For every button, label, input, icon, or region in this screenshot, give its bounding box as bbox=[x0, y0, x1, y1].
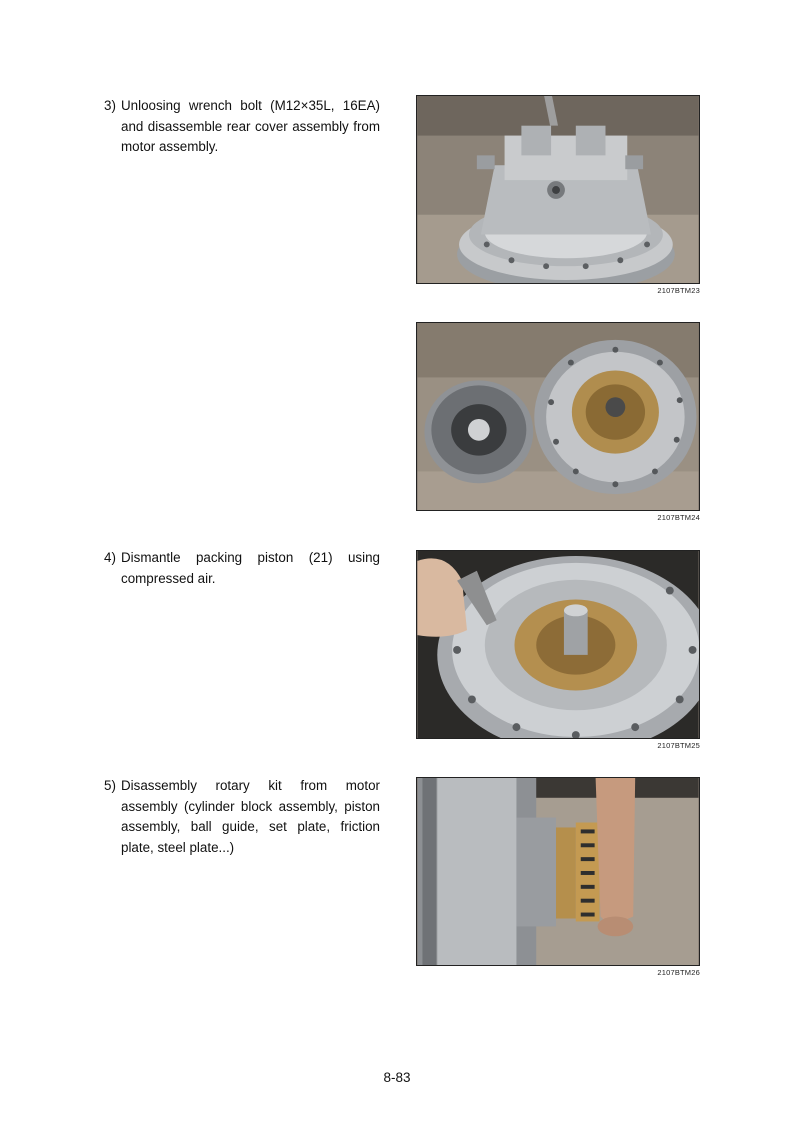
figure-caption: 2107BTM24 bbox=[657, 513, 700, 522]
figure-caption: 2107BTM26 bbox=[657, 968, 700, 977]
step-4-number: 4) bbox=[104, 550, 116, 565]
step-4-text: Dismantle packing piston (21) using compressed air. bbox=[121, 550, 380, 586]
rotary-kit-removal-photo bbox=[417, 778, 699, 965]
step-5 bbox=[104, 776, 380, 858]
figure-rear-cover-on-motor bbox=[416, 95, 700, 284]
packing-piston-air-photo bbox=[417, 551, 699, 738]
step-3 bbox=[104, 96, 380, 158]
rear-cover-on-motor-photo bbox=[417, 96, 699, 283]
step-3-number: 3) bbox=[104, 98, 116, 113]
page-number: 8-83 bbox=[383, 1070, 411, 1085]
figure-rotary-kit-removal bbox=[416, 777, 700, 966]
figure-packing-piston-air bbox=[416, 550, 700, 739]
step-3-text: Unloosing wrench bolt (M12×35L, 16EA) and disassemble rear cover assembly from motor assembly. bbox=[121, 98, 380, 154]
figure-caption: 2107BTM23 bbox=[657, 286, 700, 295]
step-5-text: Disassembly rotary kit from motor assembly (cylinder block assembly, piston assembly, ball guide, set plate, friction plate, steel plate...) bbox=[121, 778, 380, 855]
rear-cover-removed-photo bbox=[417, 323, 699, 510]
step-4 bbox=[104, 548, 380, 589]
figure-caption: 2107BTM25 bbox=[657, 741, 700, 750]
step-5-number: 5) bbox=[104, 778, 116, 793]
figure-rear-cover-removed bbox=[416, 322, 700, 511]
